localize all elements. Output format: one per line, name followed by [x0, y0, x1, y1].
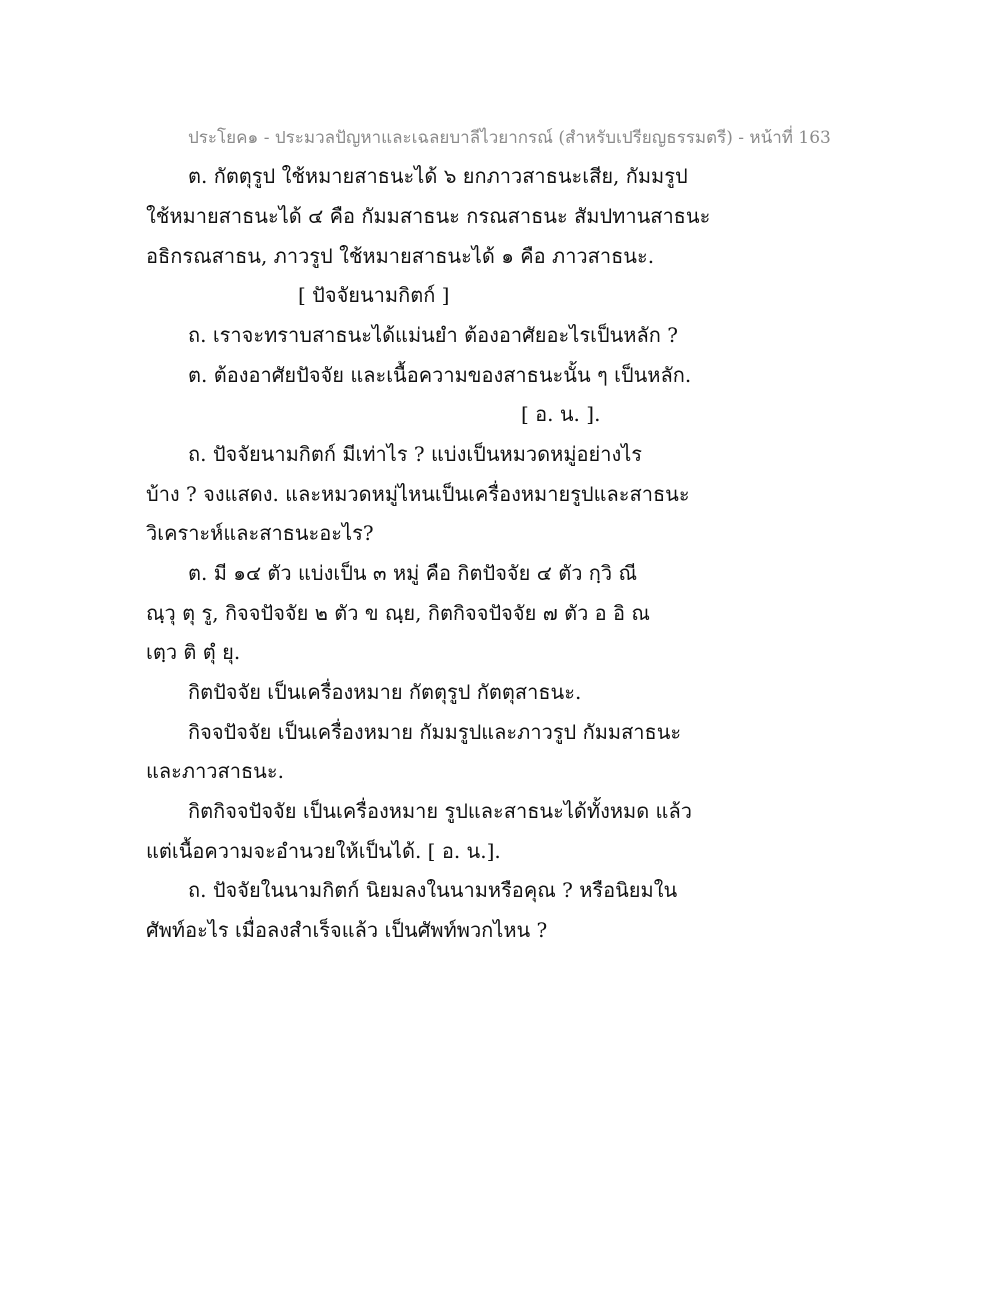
text-line: อธิกรณสาธน, ภาวรูป ใช้หมายสาธนะได้ ๑ คือ ภาวสาธนะ. [146, 244, 655, 268]
text-line: ต. มี ๑๔ ตัว แบ่งเป็น ๓ หมู่ คือ กิตปัจจัย ๔ ตัว กฺวิ ณี [188, 561, 638, 585]
reference-note: [ อ. น. ]. [521, 402, 601, 426]
text-line: และภาวสาธนะ. [146, 759, 284, 783]
text-line: ถ. ปัจจัยนามกิตก์ มีเท่าไร ? แบ่งเป็นหมวดหมู่อย่างไร [188, 442, 643, 466]
text-line: ศัพท์อะไร เมื่อลงสำเร็จแล้ว เป็นศัพท์พวกไหน ? [146, 918, 548, 942]
text-line: กิจจปัจจัย เป็นเครื่องหมาย กัมมรูปและภาวรูป กัมมสาธนะ [188, 720, 682, 744]
text-line: วิเคราะห์และสาธนะอะไร? [146, 521, 374, 545]
text-line: ณฺวุ ตุ รู, กิจจปัจจัย ๒ ตัว ข ณฺย, กิตกิจจปัจจัย ๗ ตัว อ อิ ณ [146, 601, 650, 625]
text-line: ต. ต้องอาศัยปัจจัย และเนื้อความของสาธนะนั้น ๆ เป็นหลัก. [188, 363, 692, 387]
text-line: กิตปัจจัย เป็นเครื่องหมาย กัตตุรูป กัตตุสาธนะ. [188, 680, 582, 704]
text-line: แต่เนื้อความจะอำนวยให้เป็นได้. [ อ. น.]. [146, 839, 501, 863]
page-header: ประโยค๑ - ประมวลปัญหาและเฉลยบาลีไวยากรณ์ (สำหรับเปรียญธรรมตรี) - หน้าที่ 163 [188, 128, 831, 148]
text-line: ถ. ปัจจัยในนามกิตก์ นิยมลงในนามหรือคุณ ? หรือนิยมใน [188, 878, 678, 902]
text-line: กิตกิจจปัจจัย เป็นเครื่องหมาย รูปและสาธนะได้ทั้งหมด แล้ว [188, 799, 692, 823]
text-line: เตฺว ติ ตุํ ยุ. [146, 640, 241, 664]
text-line: ถ. เราจะทราบสาธนะได้แม่นยำ ต้องอาศัยอะไรเป็นหลัก ? [188, 323, 678, 347]
text-line: ต. กัตตุรูป ใช้หมายสาธนะได้ ๖ ยกภาวสาธนะเสีย, กัมมรูป [188, 164, 688, 188]
text-line: ใช้หมายสาธนะได้ ๔ คือ กัมมสาธนะ กรณสาธนะ สัมปทานสาธนะ [146, 204, 711, 228]
section-heading: [ ปัจจัยนามกิตก์ ] [298, 283, 450, 307]
text-line: บ้าง ? จงแสดง. และหมวดหมู่ไหนเป็นเครื่องหมายรูปและสาธนะ [146, 482, 690, 506]
